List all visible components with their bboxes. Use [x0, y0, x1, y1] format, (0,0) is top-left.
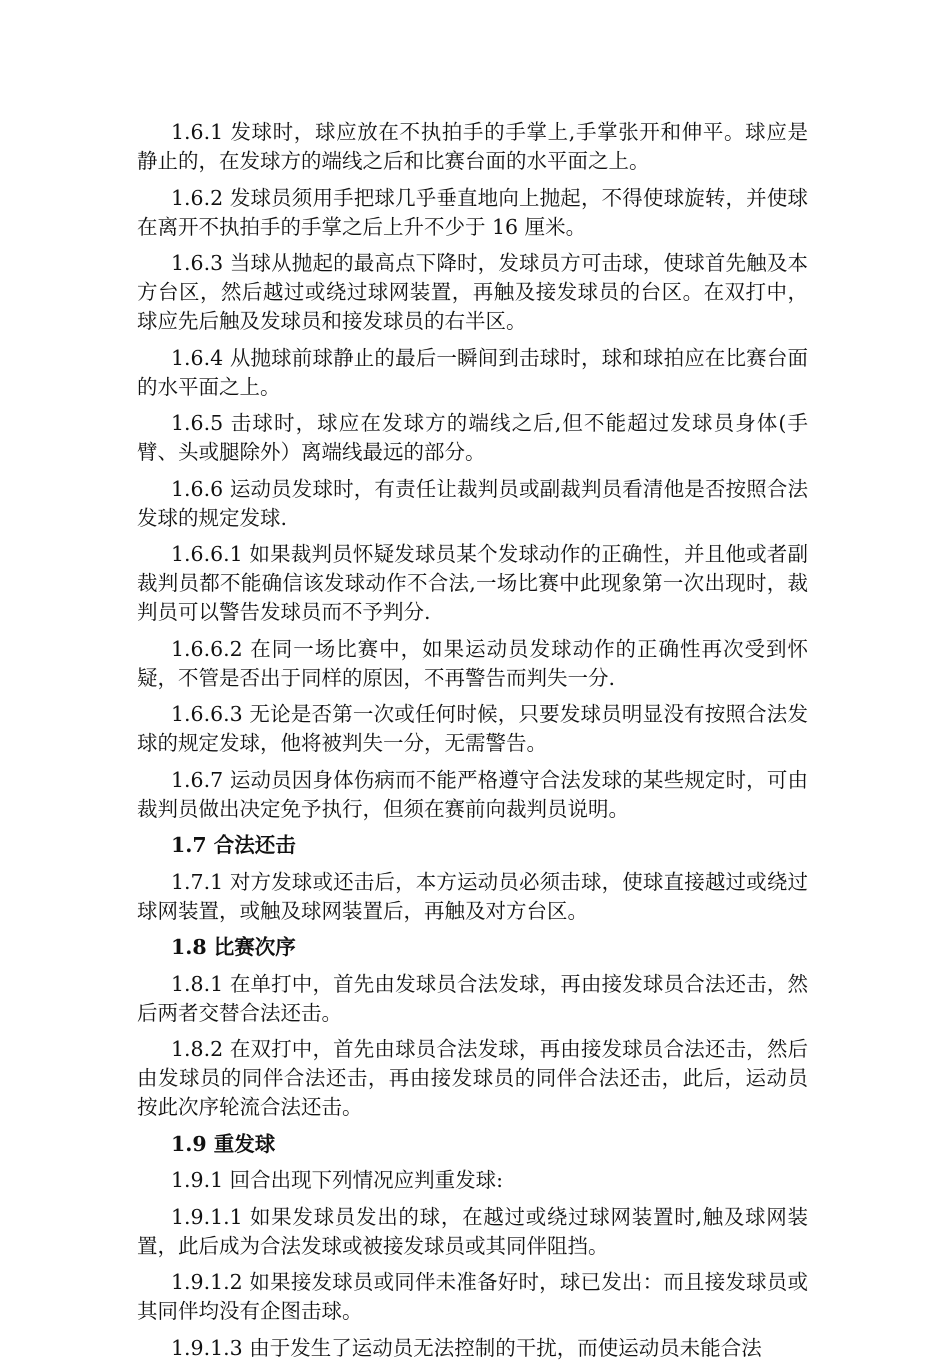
- section-heading: 1.9 重发球: [171, 1131, 276, 1156]
- section-heading: 1.8 比赛次序: [171, 935, 296, 959]
- rule-paragraph: 1.6.6.1 如果裁判员怀疑发球员某个发球动作的正确性，并且他或者副裁判员都不能确信该发球动作不合法,一场比赛中此现象第一次出现时，裁判员可以警告发球员而不予判分.: [137, 542, 808, 624]
- rule-paragraph: 1.6.3 当球从抛起的最高点下降时，发球员方可击球，使球首先触及本方台区，然后越过或绕过球网装置，再触及接发球员的台区。在双打中，球应先后触及发球员和接发球员的右半区。: [137, 251, 808, 333]
- rule-paragraph: 1.9.1.2 如果接发球员或同伴未准备好时，球已发出：而且接发球员或其同伴均没有企图击球。: [137, 1270, 808, 1323]
- rule-paragraph: 1.6.5 击球时，球应在发球方的端线之后,但不能超过发球员身体(手臂、头或腿除外）离端线最远的部分。: [137, 411, 808, 464]
- document-body: [137, 118, 808, 1370]
- rule-paragraph: 1.9.1.1 如果发球员发出的球，在越过或绕过球网装置时,触及球网装置，此后成为合法发球或被接发球员或其同伴阻挡。: [137, 1204, 808, 1258]
- rule-paragraph: 1.6.6.3 无论是否第一次或任何时候，只要发球员明显没有按照合法发球的规定发球，他将被判失一分，无需警告。: [137, 702, 808, 755]
- rule-paragraph: 1.6.4 从抛球前球静止的最后一瞬间到击球时，球和球拍应在比赛台面的水平面之上。: [137, 345, 808, 399]
- rule-paragraph: 1.6.1 发球时，球应放在不执拍手的手掌上,手掌张开和伸平。球应是静止的，在发球方的端线之后和比赛台面的水平面之上。: [137, 120, 808, 173]
- rule-paragraph: 1.6.6.2 在同一场比赛中，如果运动员发球动作的正确性再次受到怀疑，不管是否出于同样的原因，不再警告而判失一分.: [137, 636, 808, 690]
- rule-paragraph: 1.6.6 运动员发球时，有责任让裁判员或副裁判员看清他是否按照合法发球的规定发球.: [137, 476, 808, 530]
- rule-paragraph: 1.7.1 对方发球或还击后，本方运动员必须击球，使球直接越过或绕过球网装置，或触及球网装置后，再触及对方台区。: [137, 869, 808, 923]
- rule-paragraph: 1.8.2 在双打中，首先由球员合法发球，再由接发球员合法还击，然后由发球员的同伴合法还击，再由接发球员的同伴合法还击，此后，运动员按此次序轮流合法还击。: [137, 1037, 808, 1119]
- rule-paragraph: 1.8.1 在单打中，首先由发球员合法发球，再由接发球员合法还击，然后两者交替合法还击。: [137, 971, 808, 1025]
- rule-paragraph: 1.9.1.3 由于发生了运动员无法控制的干扰，而使运动员未能合法: [171, 1335, 762, 1360]
- rule-paragraph: 1.9.1 回合出现下列情况应判重发球:: [171, 1168, 504, 1192]
- section-heading: 1.7 合法还击: [171, 833, 296, 857]
- rule-paragraph: 1.6.2 发球员须用手把球几乎垂直地向上抛起，不得使球旋转，并使球在离开不执拍手的手掌之后上升不少于 16 厘米。: [137, 185, 808, 239]
- rule-paragraph: 1.6.7 运动员因身体伤病而不能严格遵守合法发球的某些规定时，可由裁判员做出决定免予执行，但须在赛前向裁判员说明。: [137, 767, 808, 821]
